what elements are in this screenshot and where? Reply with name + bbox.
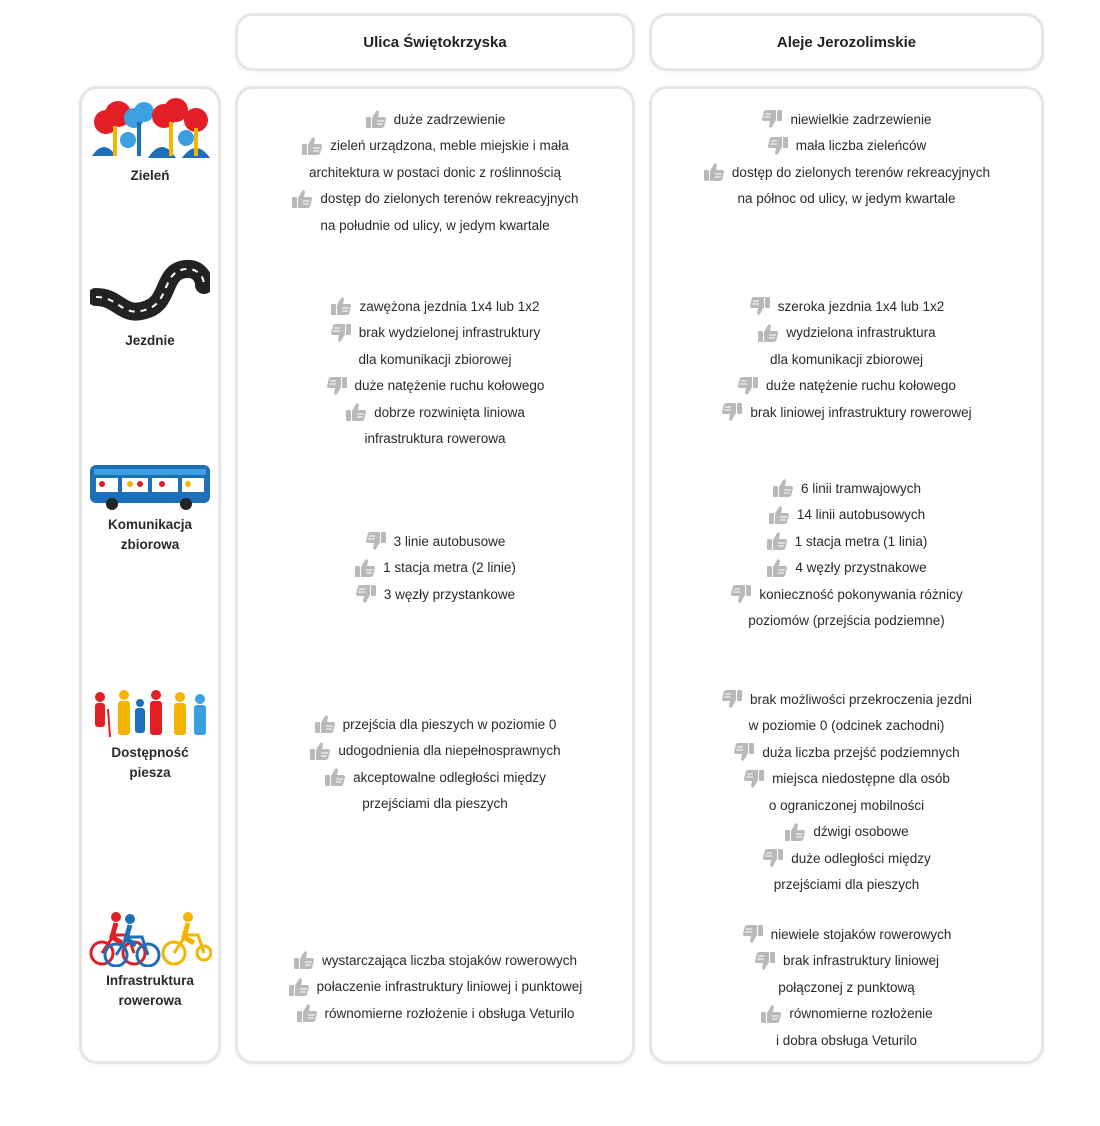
list-item-text: dźwigi osobowe bbox=[813, 824, 909, 840]
list-item bbox=[652, 106, 1041, 133]
list-item-text: akceptowalne odległości między bbox=[353, 769, 546, 785]
right-column-content bbox=[649, 86, 1044, 1064]
list-item bbox=[652, 1027, 1041, 1054]
left-pedestrian-list bbox=[238, 711, 632, 817]
list-item bbox=[238, 738, 632, 765]
pedestrians-icon bbox=[88, 689, 212, 739]
list-item bbox=[652, 373, 1041, 400]
category-greenery bbox=[82, 98, 218, 186]
thumbs-down-icon bbox=[733, 742, 755, 762]
list-item-text: poziomów (przejścia podziemne) bbox=[748, 613, 945, 629]
list-item-text: udogodnienia dla niepełnosprawnych bbox=[338, 743, 561, 759]
thumbs-up-icon bbox=[314, 714, 336, 734]
thumbs-up-icon bbox=[757, 323, 779, 343]
list-item bbox=[238, 133, 632, 160]
list-item bbox=[652, 1001, 1041, 1028]
list-item bbox=[652, 948, 1041, 975]
list-item-text: dostęp do zielonych terenów rekreacyjnych bbox=[320, 191, 579, 207]
list-item bbox=[652, 528, 1041, 555]
list-item bbox=[652, 739, 1041, 766]
thumbs-up-icon bbox=[345, 402, 367, 422]
thumbs-up-icon bbox=[703, 162, 725, 182]
list-item bbox=[652, 766, 1041, 793]
category-label: Komunikacja zbiorowa bbox=[107, 517, 193, 552]
list-item bbox=[652, 320, 1041, 347]
left-column-header bbox=[235, 13, 635, 71]
list-item bbox=[652, 399, 1041, 426]
list-item bbox=[238, 791, 632, 818]
right-bicycle-list bbox=[652, 921, 1041, 1054]
list-item bbox=[652, 872, 1041, 899]
thumbs-up-icon bbox=[760, 1004, 782, 1024]
list-item bbox=[238, 974, 632, 1001]
list-item bbox=[238, 1000, 632, 1027]
road-icon bbox=[90, 257, 210, 327]
left-greenery-list bbox=[238, 106, 632, 239]
thumbs-up-icon bbox=[772, 478, 794, 498]
list-item-text: niewiele stojaków rowerowych bbox=[770, 926, 952, 942]
list-item-text: niewielkie zadrzewienie bbox=[790, 111, 932, 127]
left-roads-list bbox=[238, 293, 632, 452]
list-item bbox=[238, 373, 632, 400]
left-bicycle-list bbox=[238, 947, 632, 1027]
list-item-text: 6 linii tramwajowych bbox=[800, 480, 922, 496]
list-item bbox=[652, 475, 1041, 502]
left-column-title: Ulica Świętokrzyska bbox=[363, 33, 507, 51]
list-item bbox=[652, 346, 1041, 373]
list-item bbox=[652, 555, 1041, 582]
list-item bbox=[652, 608, 1041, 635]
right-pedestrian-list bbox=[652, 686, 1041, 898]
category-label: Zieleń bbox=[130, 168, 170, 183]
list-item-text: dobrze rozwinięta liniowa bbox=[374, 404, 525, 420]
list-item-text: brak liniowej infrastruktury rowerowej bbox=[750, 404, 972, 420]
thumbs-down-icon bbox=[737, 376, 759, 396]
left-column-content bbox=[235, 86, 635, 1064]
thumbs-up-icon bbox=[354, 558, 376, 578]
list-item-text: wystarczająca liczba stojaków rowerowych bbox=[321, 952, 578, 968]
list-item-text: brak wydzielonej infrastruktury bbox=[358, 325, 541, 341]
list-item-text: na północ od ulicy, w jedym kwartale bbox=[737, 191, 956, 207]
thumbs-up-icon bbox=[296, 1003, 318, 1023]
list-item-text: 1 stacja metra (2 linie) bbox=[383, 560, 516, 576]
list-item bbox=[238, 186, 632, 213]
list-item-text: przejścia dla pieszych w poziomie 0 bbox=[342, 716, 557, 732]
right-column-title: Aleje Jerozolimskie bbox=[776, 33, 917, 51]
list-item-text: dostęp do zielonych terenów rekreacyjnych bbox=[731, 164, 991, 180]
list-item-text: wydzielona infrastruktura bbox=[786, 325, 936, 341]
list-item-text: 1 stacja metra (1 linia) bbox=[794, 533, 928, 549]
list-item-text: brak infrastruktury liniowej bbox=[782, 953, 940, 969]
list-item-text: duża liczba przejść podziemnych bbox=[762, 744, 960, 760]
list-item-text: i dobra obsługa Veturilo bbox=[775, 1032, 918, 1048]
list-item-text: szeroka jezdnia 1x4 lub 1x2 bbox=[777, 298, 945, 314]
list-item bbox=[652, 921, 1041, 948]
thumbs-up-icon bbox=[768, 505, 790, 525]
list-item-text: dla komunikacji zbiorowej bbox=[769, 351, 924, 367]
list-item bbox=[652, 133, 1041, 160]
category-roads bbox=[82, 257, 218, 351]
thumbs-down-icon bbox=[754, 951, 776, 971]
right-roads-list bbox=[652, 293, 1041, 426]
list-item-text: duże natężenie ruchu kołowego bbox=[766, 378, 956, 394]
thumbs-up-icon bbox=[766, 531, 788, 551]
list-item bbox=[652, 581, 1041, 608]
list-item bbox=[652, 845, 1041, 872]
list-item bbox=[652, 819, 1041, 846]
list-item bbox=[652, 293, 1041, 320]
list-item-text: połączonej z punktową bbox=[778, 979, 915, 995]
list-item bbox=[652, 974, 1041, 1001]
list-item bbox=[238, 426, 632, 453]
list-item bbox=[238, 947, 632, 974]
list-item bbox=[238, 212, 632, 239]
list-item bbox=[238, 581, 632, 608]
list-item-text: architektura w postaci donic z roślinnością bbox=[308, 164, 562, 180]
thumbs-up-icon bbox=[309, 741, 331, 761]
thumbs-down-icon bbox=[749, 296, 771, 316]
thumbs-down-icon bbox=[355, 584, 377, 604]
thumbs-up-icon bbox=[324, 767, 346, 787]
list-item bbox=[238, 320, 632, 347]
list-item-text: duże zadrzewienie bbox=[393, 111, 506, 127]
thumbs-down-icon bbox=[721, 402, 743, 422]
category-label: Infrastruktura rowerowa bbox=[106, 973, 194, 1008]
list-item bbox=[238, 106, 632, 133]
list-item bbox=[652, 159, 1041, 186]
cyclists-icon bbox=[88, 909, 212, 967]
list-item bbox=[652, 686, 1041, 713]
thumbs-up-icon bbox=[288, 977, 310, 997]
right-greenery-list bbox=[652, 106, 1041, 212]
list-item-text: 14 linii autobusowych bbox=[796, 507, 926, 523]
list-item-text: konieczność pokonywania różnicy bbox=[759, 586, 963, 602]
thumbs-up-icon bbox=[330, 296, 352, 316]
thumbs-down-icon bbox=[330, 323, 352, 343]
thumbs-down-icon bbox=[767, 136, 789, 156]
list-item bbox=[652, 502, 1041, 529]
list-item bbox=[238, 159, 632, 186]
right-transport-list bbox=[652, 475, 1041, 634]
list-item-text: zieleń urządzona, meble miejskie i mała bbox=[330, 138, 569, 154]
list-item-text: miejsca niedostępne dla osób bbox=[772, 771, 950, 787]
thumbs-up-icon bbox=[291, 189, 313, 209]
list-item-text: zawężona jezdnia 1x4 lub 1x2 bbox=[359, 298, 540, 314]
bus-icon bbox=[88, 461, 212, 511]
list-item-text: duże odległości między bbox=[791, 850, 931, 866]
thumbs-down-icon bbox=[762, 848, 784, 868]
thumbs-up-icon bbox=[365, 109, 387, 129]
category-column bbox=[79, 86, 221, 1064]
list-item bbox=[652, 713, 1041, 740]
list-item-text: równomierne rozłożenie bbox=[789, 1006, 933, 1022]
thumbs-down-icon bbox=[365, 531, 387, 551]
list-item bbox=[238, 764, 632, 791]
thumbs-down-icon bbox=[761, 109, 783, 129]
category-label: Jezdnie bbox=[125, 333, 175, 348]
thumbs-down-icon bbox=[326, 376, 348, 396]
category-label: Dostępność piesza bbox=[111, 745, 189, 780]
thumbs-up-icon bbox=[293, 950, 315, 970]
thumbs-down-icon bbox=[743, 769, 765, 789]
list-item-text: 3 węzły przystankowe bbox=[383, 586, 516, 602]
list-item bbox=[238, 346, 632, 373]
category-pedestrian-access bbox=[82, 689, 218, 783]
thumbs-down-icon bbox=[742, 924, 764, 944]
category-bicycle-infrastructure bbox=[82, 909, 218, 1011]
list-item bbox=[238, 399, 632, 426]
list-item-text: w poziomie 0 (odcinek zachodni) bbox=[748, 718, 945, 734]
thumbs-up-icon bbox=[784, 822, 806, 842]
right-column-header bbox=[649, 13, 1044, 71]
list-item-text: mała liczba zieleńców bbox=[795, 138, 927, 154]
list-item bbox=[238, 555, 632, 582]
list-item bbox=[238, 293, 632, 320]
category-public-transport bbox=[82, 461, 218, 555]
left-transport-list bbox=[238, 528, 632, 608]
thumbs-up-icon bbox=[301, 136, 323, 156]
list-item bbox=[652, 186, 1041, 213]
list-item-text: na południe od ulicy, w jedym kwartale bbox=[320, 217, 550, 233]
list-item bbox=[652, 792, 1041, 819]
list-item bbox=[238, 711, 632, 738]
list-item-text: 3 linie autobusowe bbox=[393, 533, 506, 549]
list-item-text: 4 węzły przystnakowe bbox=[795, 560, 927, 576]
list-item-text: przejściami dla pieszych bbox=[362, 796, 508, 812]
thumbs-down-icon bbox=[721, 689, 743, 709]
list-item-text: o ograniczonej mobilności bbox=[768, 797, 925, 813]
list-item-text: duże natężenie ruchu kołowego bbox=[354, 378, 545, 394]
list-item-text: przejściami dla pieszych bbox=[773, 877, 920, 893]
list-item bbox=[238, 528, 632, 555]
list-item-text: dla komunikacji zbiorowej bbox=[358, 351, 512, 367]
list-item-text: połaczenie infrastruktury liniowej i punktowej bbox=[316, 979, 583, 995]
list-item-text: brak możliwości przekroczenia jezdni bbox=[749, 691, 973, 707]
list-item-text: infrastruktura rowerowa bbox=[364, 431, 506, 447]
thumbs-up-icon bbox=[766, 558, 788, 578]
thumbs-down-icon bbox=[730, 584, 752, 604]
trees-icon bbox=[90, 98, 210, 162]
list-item-text: równomierne rozłożenie i obsługa Veturilo bbox=[324, 1005, 575, 1021]
